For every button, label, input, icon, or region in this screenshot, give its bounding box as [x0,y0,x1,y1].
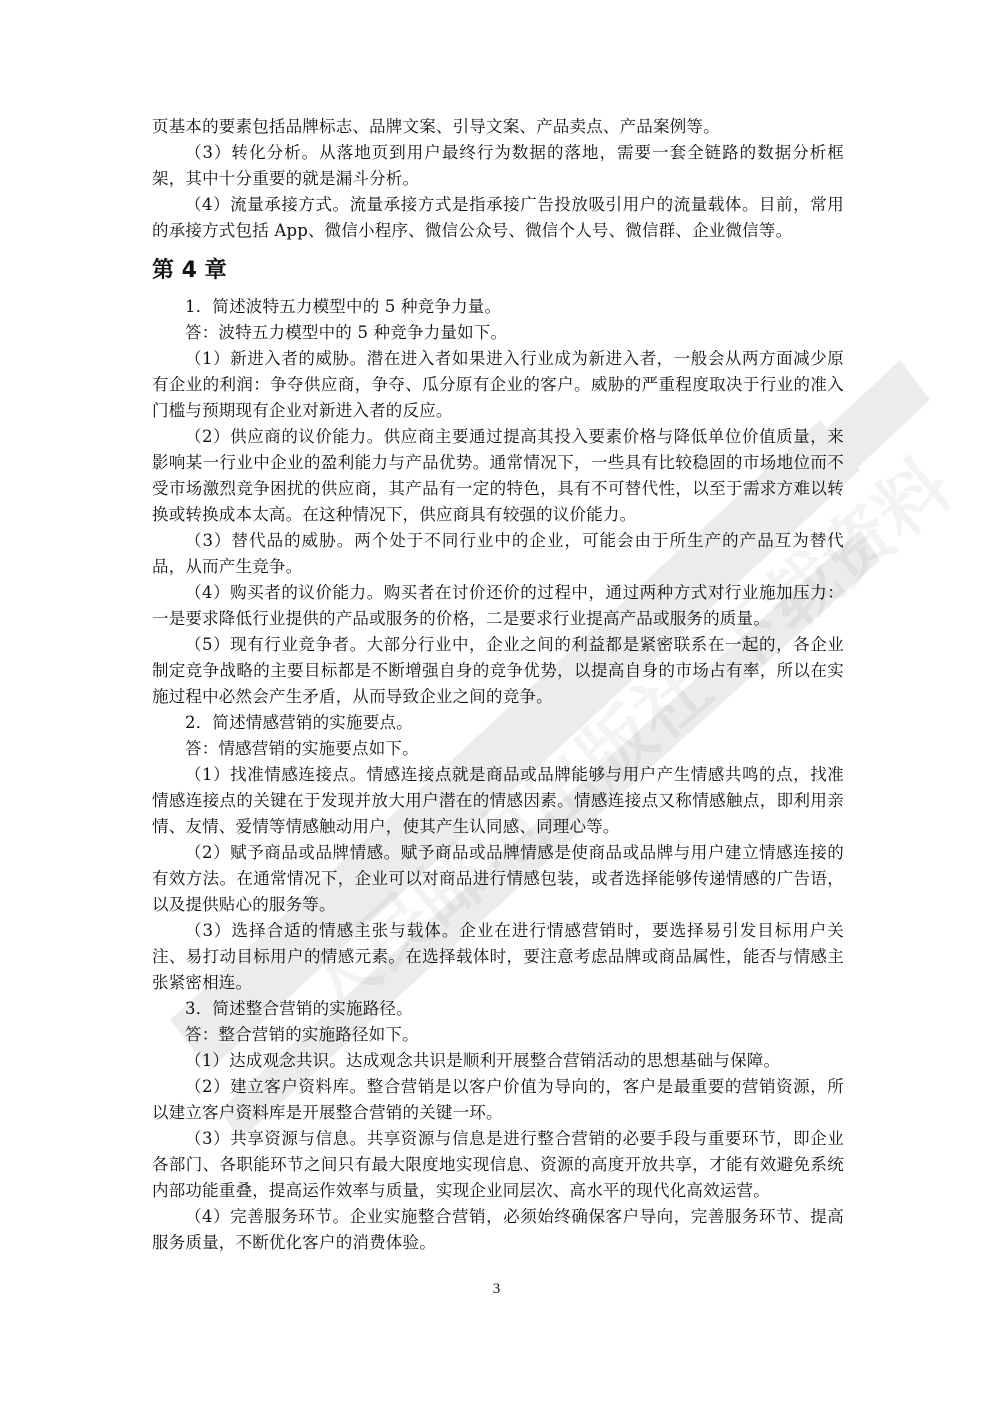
answer-1-item-5: （5）现有行业竞争者。大部分行业中，企业之间的利益都是紧密联系在一起的，各企业制定竞争战略的主要目标都是不断增强自身的竞争优势，以提高自身的市场占有率，所以在实施过程中必然会产生矛盾，从而导致企业之间的竞争。 [152,635,844,706]
answer-3-item-1: （1）达成观念共识。达成观念共识是顺利开展整合营销活动的思想基础与保障。 [185,1051,781,1070]
answer-1-item-2: （2）供应商的议价能力。供应商主要通过提高其投入要素价格与降低单位价值质量，来影响某一行业中企业的盈利能力与产品优势。通常情况下，一些具有比较稳固的市场地位而不受市场激烈竞争困扰的供应商，其产品有一定的特色，具有不可替代性，以至于需求方难以转换或转换成本太高。在这种情况下，供应商具有较强的议价能力。 [152,427,844,524]
answer-2-item-3: （3）选择合适的情感主张与载体。企业在进行情感营销时，要选择易引发目标用户关注、易打动目标用户的情感元素。在选择载体时，要注意考虑品牌或商品属性，能否与情感主张紧密相连。 [152,921,844,992]
paragraph-conversion-analysis: （3）转化分析。从落地页到用户最终行为数据的落地，需要一套全链路的数据分析框架，其中十分重要的就是漏斗分析。 [152,143,844,188]
question-1: 1．简述波特五力模型中的 5 种竞争力量。 [185,297,502,316]
answer-1-item-1: （1）新进入者的威胁。潜在进入者如果进入行业成为新进入者，一般会从两方面减少原有企业的利润：争夺供应商，争夺、瓜分原有企业的客户。威胁的严重程度取决于行业的准入门槛与预期现有企业对新进入者的反应。 [152,349,844,420]
paragraph-continued: 页基本的要素包括品牌标志、品牌文案、引导文案、产品卖点、产品案例等。 [152,117,720,136]
answer-3-item-4: （4）完善服务环节。企业实施整合营销，必须始终确保客户导向，完善服务环节、提高服务质量，不断优化客户的消费体验。 [152,1207,844,1252]
answer-3-item-2: （2）建立客户资料库。整合营销是以客户价值为导向的，客户是最重要的营销资源，所以建立客户资料库是开展整合营销的关键一环。 [152,1077,844,1122]
question-3: 3．简述整合营销的实施路径。 [185,999,413,1018]
paragraph-traffic-carrier: （4）流量承接方式。流量承接方式是指承接广告投放吸引用户的流量载体。目前，常用的承接方式包括 App、微信小程序、微信公众号、微信个人号、微信群、企业微信等。 [152,195,844,240]
chapter-title: 第 4 章 [152,258,227,283]
answer-2: 答：情感营销的实施要点如下。 [185,739,419,758]
answer-1-item-3: （3）替代品的威胁。两个处于不同行业中的企业，可能会由于所生产的产品互为替代品，从而产生竞争。 [152,531,844,576]
answer-1-item-4: （4）购买者的议价能力。购买者在讨价还价的过程中，通过两种方式对行业施加压力：一是要求降低行业提供的产品或服务的价格，二是要求行业提高产品或服务的质量。 [152,583,844,628]
answer-1: 答：波特五力模型中的 5 种竞争力量如下。 [185,323,508,342]
answer-3: 答：整合营销的实施路径如下。 [185,1025,419,1044]
document-body [152,114,844,1256]
question-2: 2．简述情感营销的实施要点。 [185,713,413,732]
answer-2-item-2: （2）赋予商品或品牌情感。赋予商品或品牌情感是使商品或品牌与用户建立情感连接的有效方法。在通常情况下，企业可以对商品进行情感包装，或者选择能够传递情感的广告语，以及提供贴心的服务等。 [152,843,844,914]
answer-2-item-1: （1）找准情感连接点。情感连接点就是商品或品牌能够与用户产生情感共鸣的点，找准情感连接点的关键在于发现并放大用户潜在的情感因素。情感连接点又称情感触点，即利用亲情、友情、爱情等情感触动用户，使其产生认同感、同理心等。 [152,765,844,836]
answer-3-item-3: （3）共享资源与信息。共享资源与信息是进行整合营销的必要手段与重要环节，即企业各部门、各职能环节之间只有最大限度地实现信息、资源的高度开放共享，才能有效避免系统内部功能重叠，提高运作效率与质量，实现企业同层次、高水平的现代化高效运营。 [152,1129,844,1200]
page-number: 3 [492,1281,501,1297]
